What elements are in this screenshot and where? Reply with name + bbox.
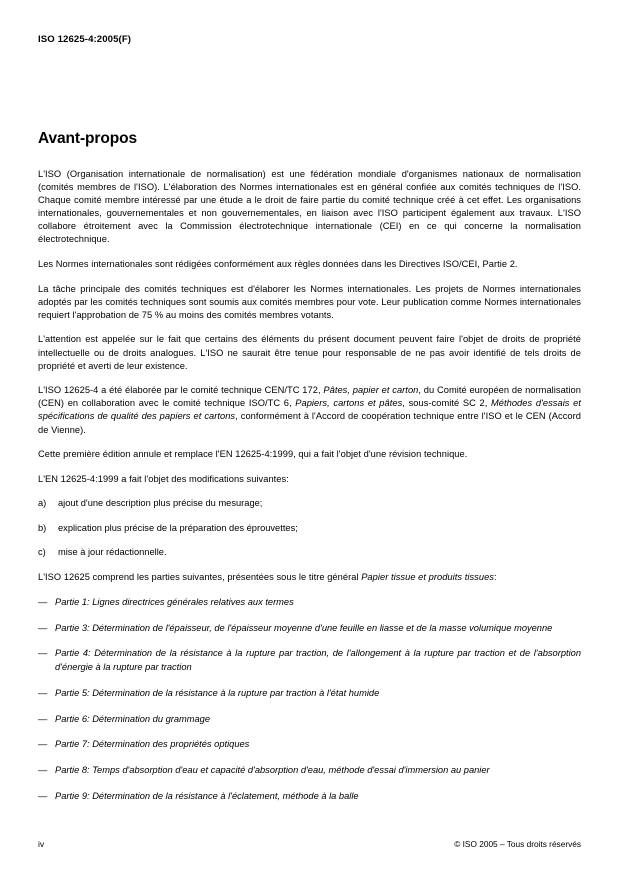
list-item-text: Partie 7: Détermination des propriétés optiques bbox=[55, 739, 250, 750]
paragraph-edition-notice: Cette première édition annule et remplace l'EN 12625-4:1999, qui a fait l'objet d'une révision technique. bbox=[38, 449, 468, 460]
list-item-text: Partie 8: Temps d'absorption d'eau et capacité d'absorption d'eau, méthode d'essai d'immersion au panier bbox=[55, 765, 490, 776]
list-item-text: explication plus précise de la préparation des éprouvettes; bbox=[58, 522, 298, 533]
list-marker: — bbox=[38, 791, 48, 802]
list-item-text: Partie 3: Détermination de l'épaisseur, de l'épaisseur moyenne d'une feuille en liasse et de la masse volumique moyenne bbox=[55, 622, 553, 633]
list-item bbox=[38, 546, 581, 559]
paragraph-modifications-intro: L'EN 12625-4:1999 a fait l'objet des modifications suivantes: bbox=[38, 473, 289, 484]
page-title: Avant-propos bbox=[38, 130, 137, 147]
list-item-text: Partie 1: Lignes directrices générales relatives aux termes bbox=[55, 596, 294, 607]
paragraph-committee-origin bbox=[38, 384, 581, 436]
list-marker: — bbox=[38, 687, 48, 698]
running-head: ISO 12625-4:2005(F) bbox=[38, 34, 132, 45]
list-marker: — bbox=[38, 739, 48, 750]
parts-intro-segment-2: : bbox=[493, 572, 497, 583]
list-marker: — bbox=[38, 622, 48, 633]
list-marker: — bbox=[38, 648, 48, 659]
list-item bbox=[38, 738, 581, 751]
page-content bbox=[38, 130, 581, 816]
parts-list bbox=[38, 596, 581, 804]
copyright-notice: © ISO 2005 – Tous droits réservés bbox=[454, 839, 581, 849]
list-marker: b) bbox=[38, 522, 47, 533]
committee-text-segment-4: , conformément à l'Accord de coopération technique entre l'ISO et le CEN (Accord de Vienne). bbox=[38, 411, 582, 435]
page-number: iv bbox=[38, 839, 45, 849]
modifications-list bbox=[38, 497, 581, 559]
paragraph-parts-intro bbox=[38, 571, 581, 584]
committee-title-subcommittee: Méthodes d'essais et spécifications de qualité des papiers et cartons bbox=[38, 398, 581, 422]
list-item bbox=[38, 522, 581, 535]
list-item bbox=[38, 622, 581, 635]
list-item-text: Partie 5: Détermination de la résistance à la rupture par traction à l'état humide bbox=[55, 687, 380, 698]
list-marker: c) bbox=[38, 547, 46, 558]
paragraph-foreword-1: L'ISO (Organisation internationale de normalisation) est une fédération mondiale d'organismes nationaux de normalisation (comités membres de l'ISO). L'élaboration des Normes internationales est en général confiée aux comités techniques de l'ISO. Chaque comité membre intéressé par une étude a le droit de faire partie du comité technique créé à cet effet. Les organisations internationales, gouvernementales et non gouvernementales, en liaison avec l'ISO participent également aux travaux. L'ISO collabore étroitement avec la Commission électrotechnique internationale (CEI) en ce qui concerne la normalisation électrotechnique. bbox=[38, 169, 581, 245]
committee-title-cen: Pâtes, papier et carton bbox=[323, 385, 419, 396]
list-item-text: mise à jour rédactionnelle. bbox=[58, 547, 167, 558]
list-item-text: Partie 9: Détermination de la résistance à l'éclatement, méthode à la balle bbox=[55, 791, 359, 802]
list-marker: a) bbox=[38, 498, 47, 509]
committee-text-segment-1: L'ISO 12625-4 a été élaborée par le comité technique CEN/TC 172, bbox=[38, 385, 324, 396]
paragraph-foreword-2: Les Normes internationales sont rédigées conformément aux règles données dans les Directives ISO/CEI, Partie 2. bbox=[38, 259, 518, 270]
committee-text-segment-3: , sous-comité SC 2, bbox=[402, 398, 491, 409]
list-item bbox=[38, 647, 581, 674]
parts-intro-segment-1: L'ISO 12625 comprend les parties suivantes, présentées sous le titre général bbox=[38, 572, 362, 583]
list-item-text: Partie 4: Détermination de la résistance à la rupture par traction, de l'allongement à la rupture par traction et de l'absorption d'énergie à la rupture par traction bbox=[55, 648, 581, 672]
parts-general-title: Papier tissue et produits tissues bbox=[361, 572, 494, 583]
list-marker: — bbox=[38, 596, 48, 607]
list-item bbox=[38, 790, 581, 803]
paragraph-foreword-3: La tâche principale des comités techniques est d'élaborer les Normes internationales. Les projets de Normes internationales adoptés par les comités techniques sont soumis aux comités membres pour vote. Leur publication comme Normes internationales requiert l'approbation de 75 % au moins des comités membres votants. bbox=[38, 283, 581, 320]
list-item bbox=[38, 713, 581, 726]
list-item bbox=[38, 497, 581, 510]
committee-title-iso: Papiers, cartons et pâtes bbox=[295, 398, 403, 409]
list-item bbox=[38, 764, 581, 777]
list-item bbox=[38, 596, 581, 609]
list-item-text: Partie 6: Détermination du grammage bbox=[55, 713, 211, 724]
page-footer bbox=[38, 839, 581, 851]
list-item bbox=[38, 687, 581, 700]
list-marker: — bbox=[38, 765, 48, 776]
list-item-text: ajout d'une description plus précise du mesurage; bbox=[58, 498, 263, 509]
paragraph-foreword-4: L'attention est appelée sur le fait que certains des éléments du présent document peuvent faire l'objet de droits de propriété intellectuelle ou de droits analogues. L'ISO ne saurait être tenue pour responsable de ne pas avoir identifié de tels droits de propriété et averti de leur existence. bbox=[38, 334, 581, 371]
list-marker: — bbox=[38, 713, 48, 724]
committee-text-segment-2: , du Comité européen de normalisation (CEN) en collaboration avec le comité technique ISO/TC 6, bbox=[38, 385, 581, 409]
